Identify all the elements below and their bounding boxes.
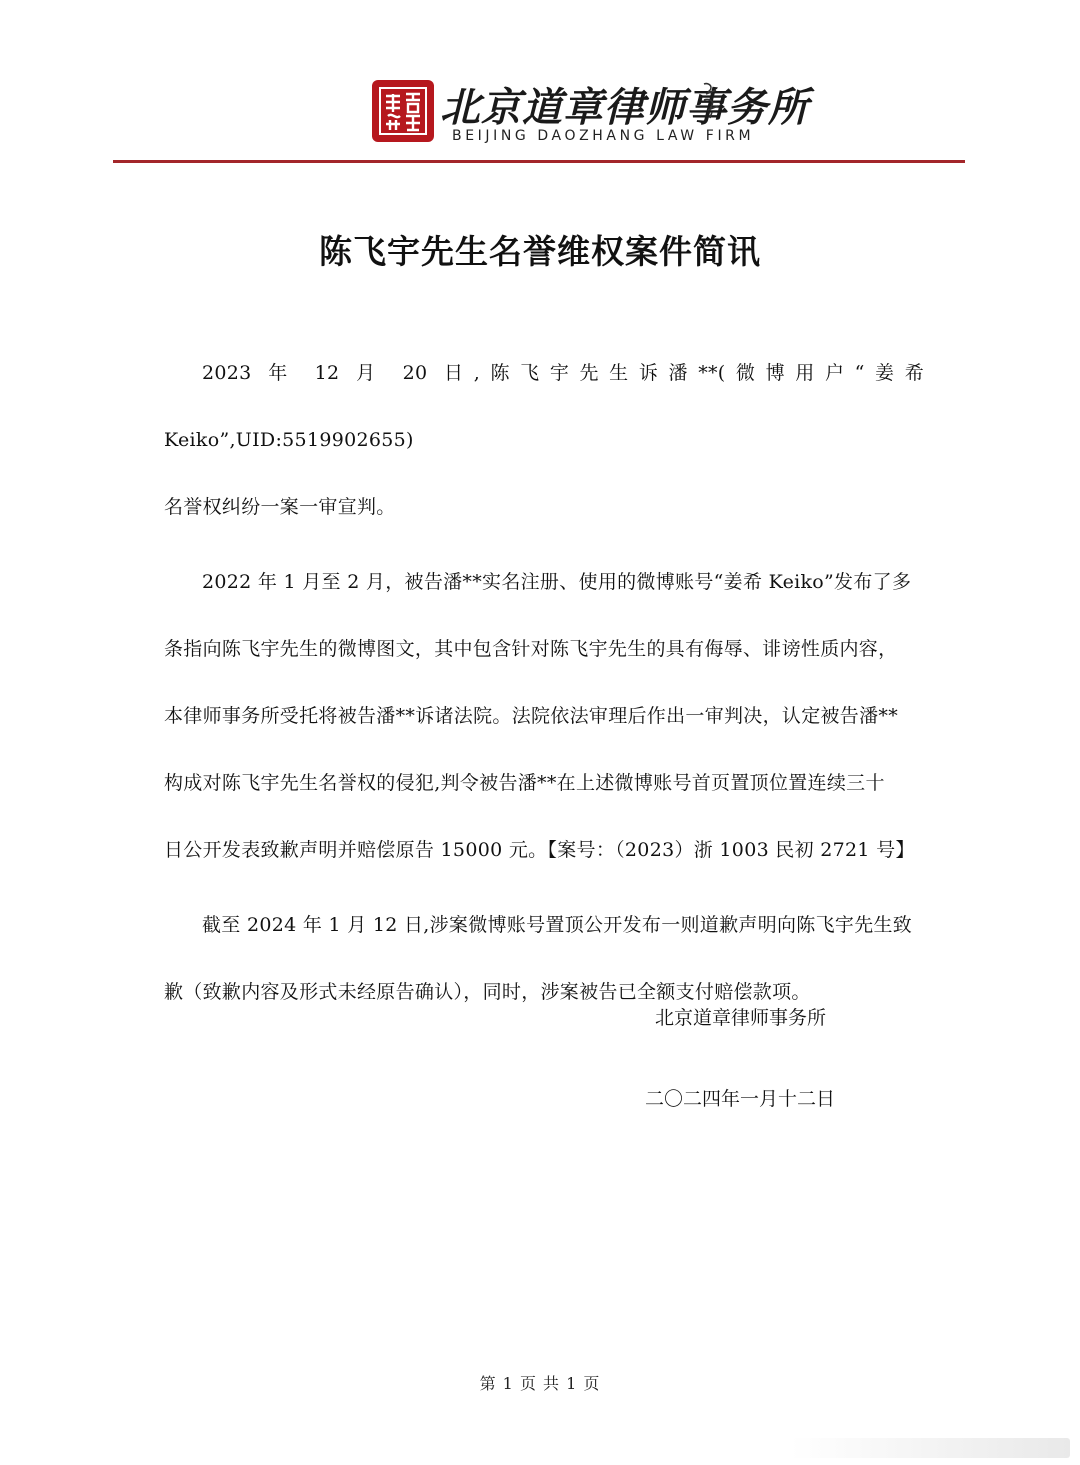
paragraph-line: 日公开发表致歉声明并赔偿原告 15000 元。【案号：（2023）浙 1003 民初 2721 号】 xyxy=(164,839,915,861)
paragraph-line: 2022 年 1 月至 2 月，被告潘**实名注册、使用的微博账号“姜希 Keiko”发布了多 xyxy=(202,571,912,593)
document-body xyxy=(164,340,924,1026)
page-number: 第 1 页 共 1 页 xyxy=(479,1374,601,1393)
seal-glyph-icon xyxy=(378,86,428,136)
document-title: 陈飞宇先生名誉维权案件简讯 xyxy=(319,232,761,271)
watermark xyxy=(790,1438,1070,1458)
header-divider xyxy=(113,160,965,163)
law-firm-seal-logo xyxy=(372,80,434,142)
paragraph-line: 构成对陈飞宇先生名誉权的侵犯,判令被告潘**在上述微博账号首页置顶位置连续三十 xyxy=(164,772,885,794)
paragraph-verdict xyxy=(164,340,924,541)
letterhead xyxy=(0,70,1080,150)
paragraph-case-details xyxy=(164,549,924,884)
paragraph-line: 名誉权纠纷一案一审宣判。 xyxy=(164,496,396,518)
firm-name-english: BEIJING DAOZHANG LAW FIRM xyxy=(452,128,755,144)
paragraph-line: 2023 年 12 月 20 日,陈飞宇先生诉潘**(微博用户“姜希 Keiko”,UID:5519902655) xyxy=(164,362,924,451)
paragraph-line: 条指向陈飞宇先生的微博图文，其中包含针对陈飞宇先生的具有侮辱、诽谤性质内容， xyxy=(164,638,898,660)
signature-firm: 北京道章律师事务所 xyxy=(655,1007,827,1029)
paragraph-line: 歉（致歉内容及形式未经原告确认），同时，涉案被告已全额支付赔偿款项。 xyxy=(164,981,811,1003)
signature-date: 二〇二四年一月十二日 xyxy=(645,1088,836,1110)
firm-name-chinese: 北京道章律师事务所 xyxy=(440,84,809,131)
paragraph-line: 截至 2024 年 1 月 12 日,涉案微博账号置顶公开发布一则道歉声明向陈飞宇先生致 xyxy=(202,914,913,936)
paragraph-line: 本律师事务所受托将被告潘**诉诸法院。法院依法审理后作出一审判决，认定被告潘** xyxy=(164,705,899,727)
calligraphy-signature-icon xyxy=(700,80,722,120)
